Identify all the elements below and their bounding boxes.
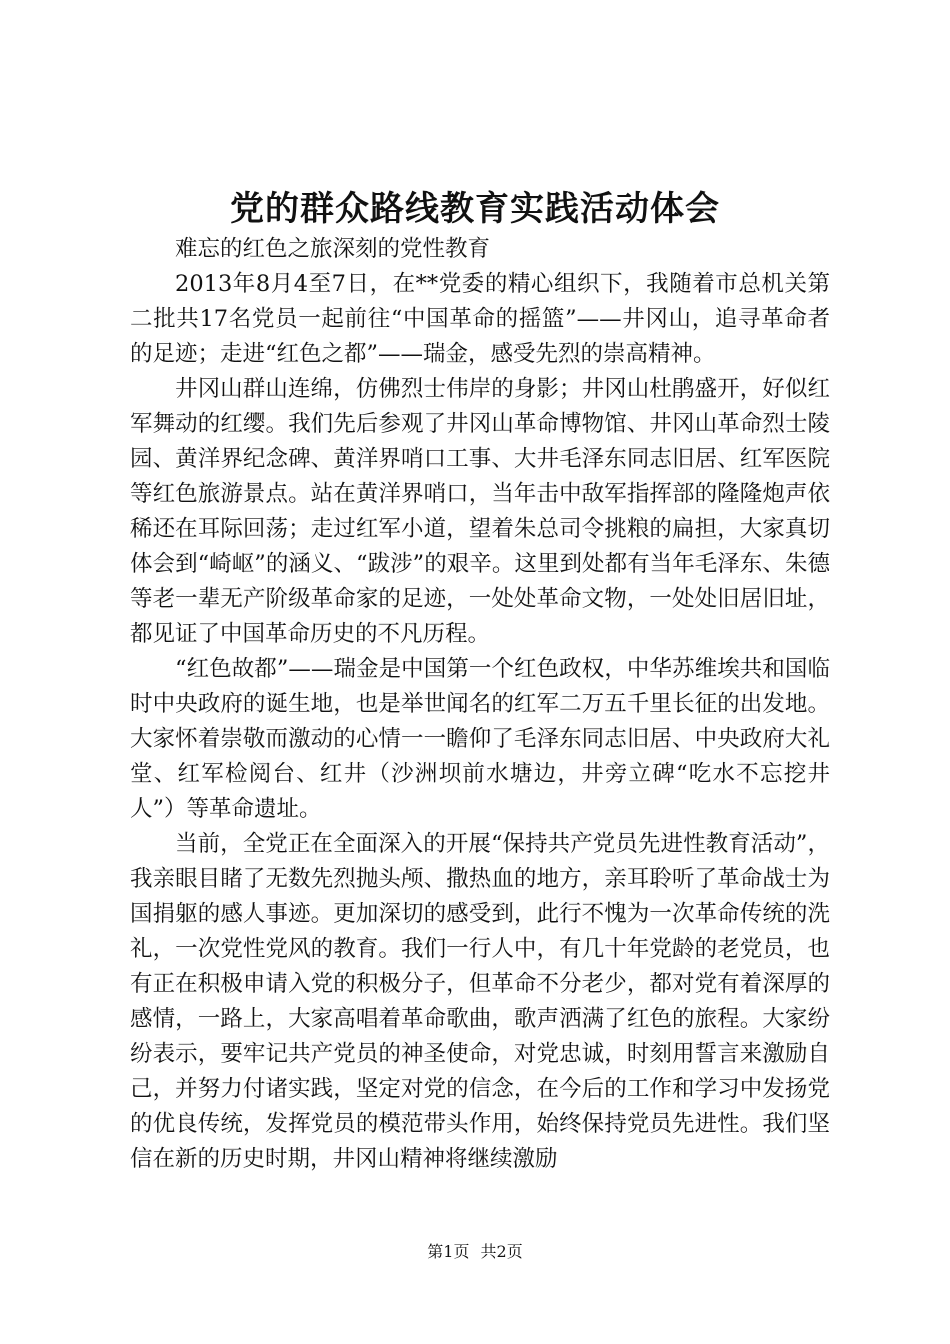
- subtitle-paragraph: 难忘的红色之旅深刻的党性教育: [175, 236, 491, 262]
- page-footer: [0, 1240, 950, 1264]
- body-paragraph: 2013年8月4至7日，在**党委的精心组织下，我随着市总机关第二批共17名党员一起前往“中国革命的摇篮”——井冈山，追寻革命者的足迹；走进“红色之都”——瑞金，感受先烈的崇高精神。: [130, 271, 830, 367]
- document-body: [130, 232, 830, 1177]
- page-total: 共2页: [480, 1242, 523, 1261]
- body-paragraph: “红色故都”——瑞金是中国第一个红色政权，中华苏维埃共和国临时中央政府的诞生地，也是举世闻名的红军二万五千里长征的出发地。大家怀着崇敬而激动的心情一一瞻仰了毛泽东同志旧居、中央政府大礼堂、红军检阅台、红井（沙洲坝前水塘边，井旁立碑“吃水不忘挖井人”）等革命遗址。: [130, 656, 830, 822]
- body-paragraph: 当前，全党正在全面深入的开展“保持共产党员先进性教育活动”，我亲眼目睹了无数先烈抛头颅、撒热血的地方，亲耳聆听了革命战士为国捐躯的感人事迹。更加深切的感受到，此行不愧为一次革命传统的洗礼，一次党性党风的教育。我们一行人中，有几十年党龄的老党员，也有正在积极申请入党的积极分子，但革命不分老少，都对党有着深厚的感情，一路上，大家高唱着革命歌曲，歌声洒满了红色的旅程。大家纷纷表示，要牢记共产党员的神圣使命，对党忠诚，时刻用誓言来激励自己，并努力付诸实践，坚定对党的信念，在今后的工作和学习中发扬党的优良传统，发挥党员的模范带头作用，始终保持党员先进性。我们坚信在新的历史时期，井冈山精神将继续激励: [130, 831, 830, 1172]
- page-number: 第1页: [427, 1242, 470, 1261]
- document-title: 党的群众路线教育实践活动体会: [230, 189, 720, 229]
- body-paragraph: 井冈山群山连绵，仿佛烈士伟岸的身影；井冈山杜鹃盛开，好似红军舞动的红缨。我们先后参观了井冈山革命博物馆、井冈山革命烈士陵园、黄洋界纪念碑、黄洋界哨口工事、大井毛泽东同志旧居、红军医院等红色旅游景点。站在黄洋界哨口，当年击中敌军指挥部的隆隆炮声依稀还在耳际回荡；走过红军小道，望着朱总司令挑粮的扁担，大家真切体会到“崎岖”的涵义、“跋涉”的艰辛。这里到处都有当年毛泽东、朱德等老一辈无产阶级革命家的足迹，一处处革命文物，一处处旧居旧址，都见证了中国革命历史的不凡历程。: [130, 376, 830, 647]
